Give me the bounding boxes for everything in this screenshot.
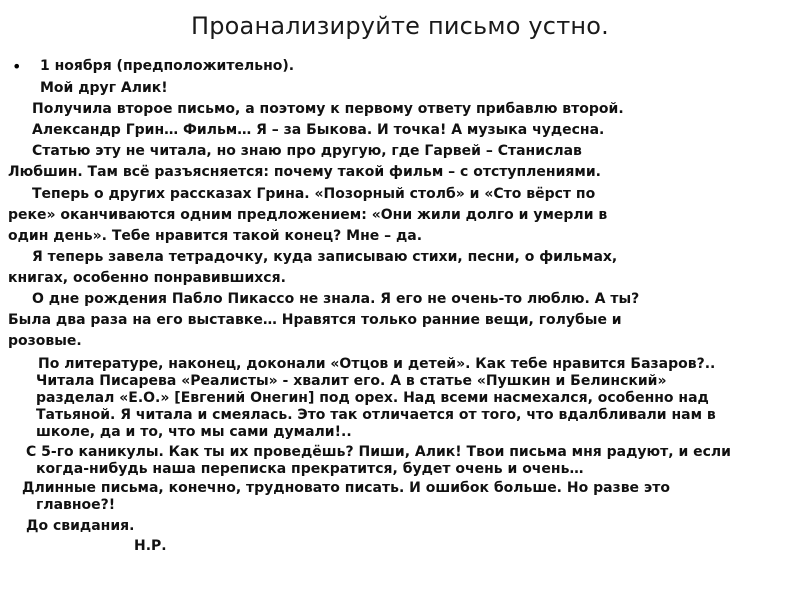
letter-farewell: До свидания.: [26, 518, 135, 534]
letter-line: школе, да и то, что мы сами думали!..: [36, 424, 352, 440]
letter-line: Статью эту не читала, но знаю про другую, где Гарвей – Станислав: [32, 143, 582, 159]
letter-greeting: Мой друг Алик!: [40, 80, 168, 96]
letter-line: разделал «Е.О.» [Евгений Онегин] под орех. Над всеми насмехался, особенно над: [36, 390, 709, 406]
letter-line: Теперь о других рассказах Грина. «Позорный столб» и «Сто вёрст по: [32, 186, 596, 202]
letter-line: книгах, особенно понравившихся.: [8, 270, 286, 286]
letter-line: розовые.: [8, 333, 82, 349]
letter-line: главное?!: [36, 497, 116, 513]
letter-line: один день». Тебе нравится такой конец? Мне – да.: [8, 228, 423, 244]
letter-line: Была два раза на его выставке… Нравятся только ранние вещи, голубые и: [8, 312, 622, 328]
letter-line: когда-нибудь наша переписка прекратится, будет очень и очень…: [36, 461, 584, 477]
letter-date: 1 ноября (предположительно).: [40, 58, 295, 74]
letter-line: Получила второе письмо, а поэтому к первому ответу прибавлю второй.: [32, 101, 624, 117]
letter-line: Любшин. Там всё разъясняется: почему такой фильм – с отступлениями.: [8, 164, 601, 180]
letter-line: Читала Писарева «Реалисты» - хвалит его. А в статье «Пушкин и Белинский»: [36, 373, 667, 389]
letter-line: По литературе, наконец, доконали «Отцов и детей». Как тебе нравится Базаров?..: [38, 356, 716, 372]
letter-line: Длинные письма, конечно, трудновато писать. И ошибок больше. Но разве это: [22, 480, 670, 496]
letter-line: Я теперь завела тетрадочку, куда записываю стихи, песни, о фильмах,: [32, 249, 618, 265]
letter-line: Александр Грин… Фильм… Я – за Быкова. И точка! А музыка чудесна.: [32, 122, 605, 138]
letter-line: С 5-го каникулы. Как ты их проведёшь? Пиши, Алик! Твои письма мня радуют, и если: [26, 444, 731, 460]
letter-signature: Н.Р.: [134, 538, 167, 554]
bullet-icon: •: [12, 57, 22, 76]
letter-line: О дне рождения Пабло Пикассо не знала. Я его не очень-то люблю. А ты?: [32, 291, 640, 307]
letter-line: реке» оканчиваются одним предложением: «Они жили долго и умерли в: [8, 207, 608, 223]
slide-title: Проанализируйте письмо устно.: [190, 12, 609, 40]
letter-line: Татьяной. Я читала и смеялась. Это так отличается от того, что вдалбливали нам в: [36, 407, 716, 423]
